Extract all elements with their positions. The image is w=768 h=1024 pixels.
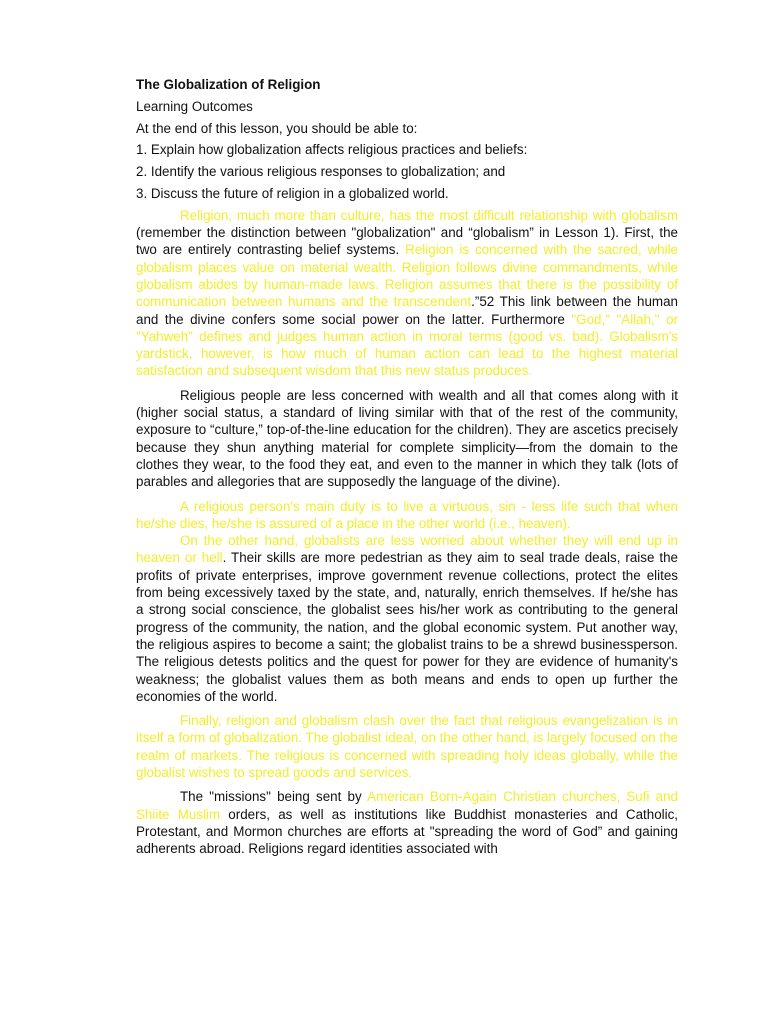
body-text: orders, as well as institutions like Buddhist monasteries and Catholic, Protestant, and Mormon churches are efforts at "spreading the word of God” and gaining adherents abroad. Religions regard identities associated with [136,806,679,857]
body-text: (remember the distinction between "globalization" and “globalism” in Lesson 1). First, the two are entirely contrasting belief systems. [136,225,678,258]
body-text: The "missions" being sent by [180,789,368,805]
highlighted-text: On the other hand, globalists are less worried about whether they will end up in heaven or hell [136,533,678,566]
paragraph-religion-vs-globalism [136,207,678,380]
paragraph-religious-duty: A religious person's main duty is to live a virtuous, sin - less life such that when he/she dies, he/she is assured of a place in the other world (i.e., heaven). [136,498,678,531]
section-heading: Learning Outcomes [136,98,253,114]
paragraph-missions [136,788,678,857]
highlighted-text: Religion is concerned with the sacred, while globalism places value on material wealth. Religion follows divine commandments, while globalism abides by human-made laws. Religion assumes that there is the possibility of communication between humans and the transcendent [136,242,678,310]
paragraph-evangelization: Finally, religion and globalism clash over the fact that religious evangelization is in itself a form of globalization. The globalist ideal, on the other hand, is largely focused on the realm of markets. The religious is concerned with spreading holy ideas globally, while the globalist wishes to spread goods and services. [136,713,678,780]
document-body [136,76,678,857]
body-text: .”52 This link between the human and the divine confers some social power on the latter. Furthermore [136,294,678,327]
document-title: The Globalization of Religion [136,77,321,92]
highlighted-text: Religion, much more than culture, has the most difficult relationship with globalism [180,207,678,223]
outcome-item: 1. Explain how globalization affects religious practices and beliefs: [136,142,528,158]
outcome-item: 2. Identify the various religious responses to globalization; and [136,164,506,180]
highlighted-text: "God," "Allah," or "Yahweh" defines and judges human action in moral terms (good vs. bad). Globalism's yardstick, however, is how much of human action can lead to the highest material satisfaction and subsequent wisdom that this new status produces. [136,311,678,379]
highlighted-text: American Born-Again Christian churches, Sufi and Shiite Muslim [136,789,678,822]
paragraph-globalists [136,532,678,705]
outcome-item: 3. Discuss the future of religion in a globalized world. [136,185,449,201]
paragraph-religious-people: Religious people are less concerned with wealth and all that comes along with it (higher social status, a standard of living similar with that of the rest of the community, exposure to “culture,” top-of-the-line education for the children). They are ascetics precisely because they shun anything material for complete simplicity—from the domain to the clothes they wear, to the food they eat, and even to the manner in which they talk (lots of parables and allegories that are supposedly the language of the divine). [136,387,678,490]
intro-line: At the end of this lesson, you should be able to: [136,120,418,136]
body-text: . Their skills are more pedestrian as they aim to seal trade deals, raise the profits of private enterprises, improve government revenue collections, protect the elites from being excessively taxed by the state, and, naturally, enrich themselves. If he/she has a strong social conscience, the globalist sees his/her work as contributing to the general progress of the community, the nation, and the global economic system. Put another way, the religious aspires to become a saint; the globalist trains to be a shrewd businessperson. The religious detests politics and the quest for power for they are evidence of humanity's weakness; the globalist values them as both means and ends to open up further the economies of the world. [136,550,678,704]
